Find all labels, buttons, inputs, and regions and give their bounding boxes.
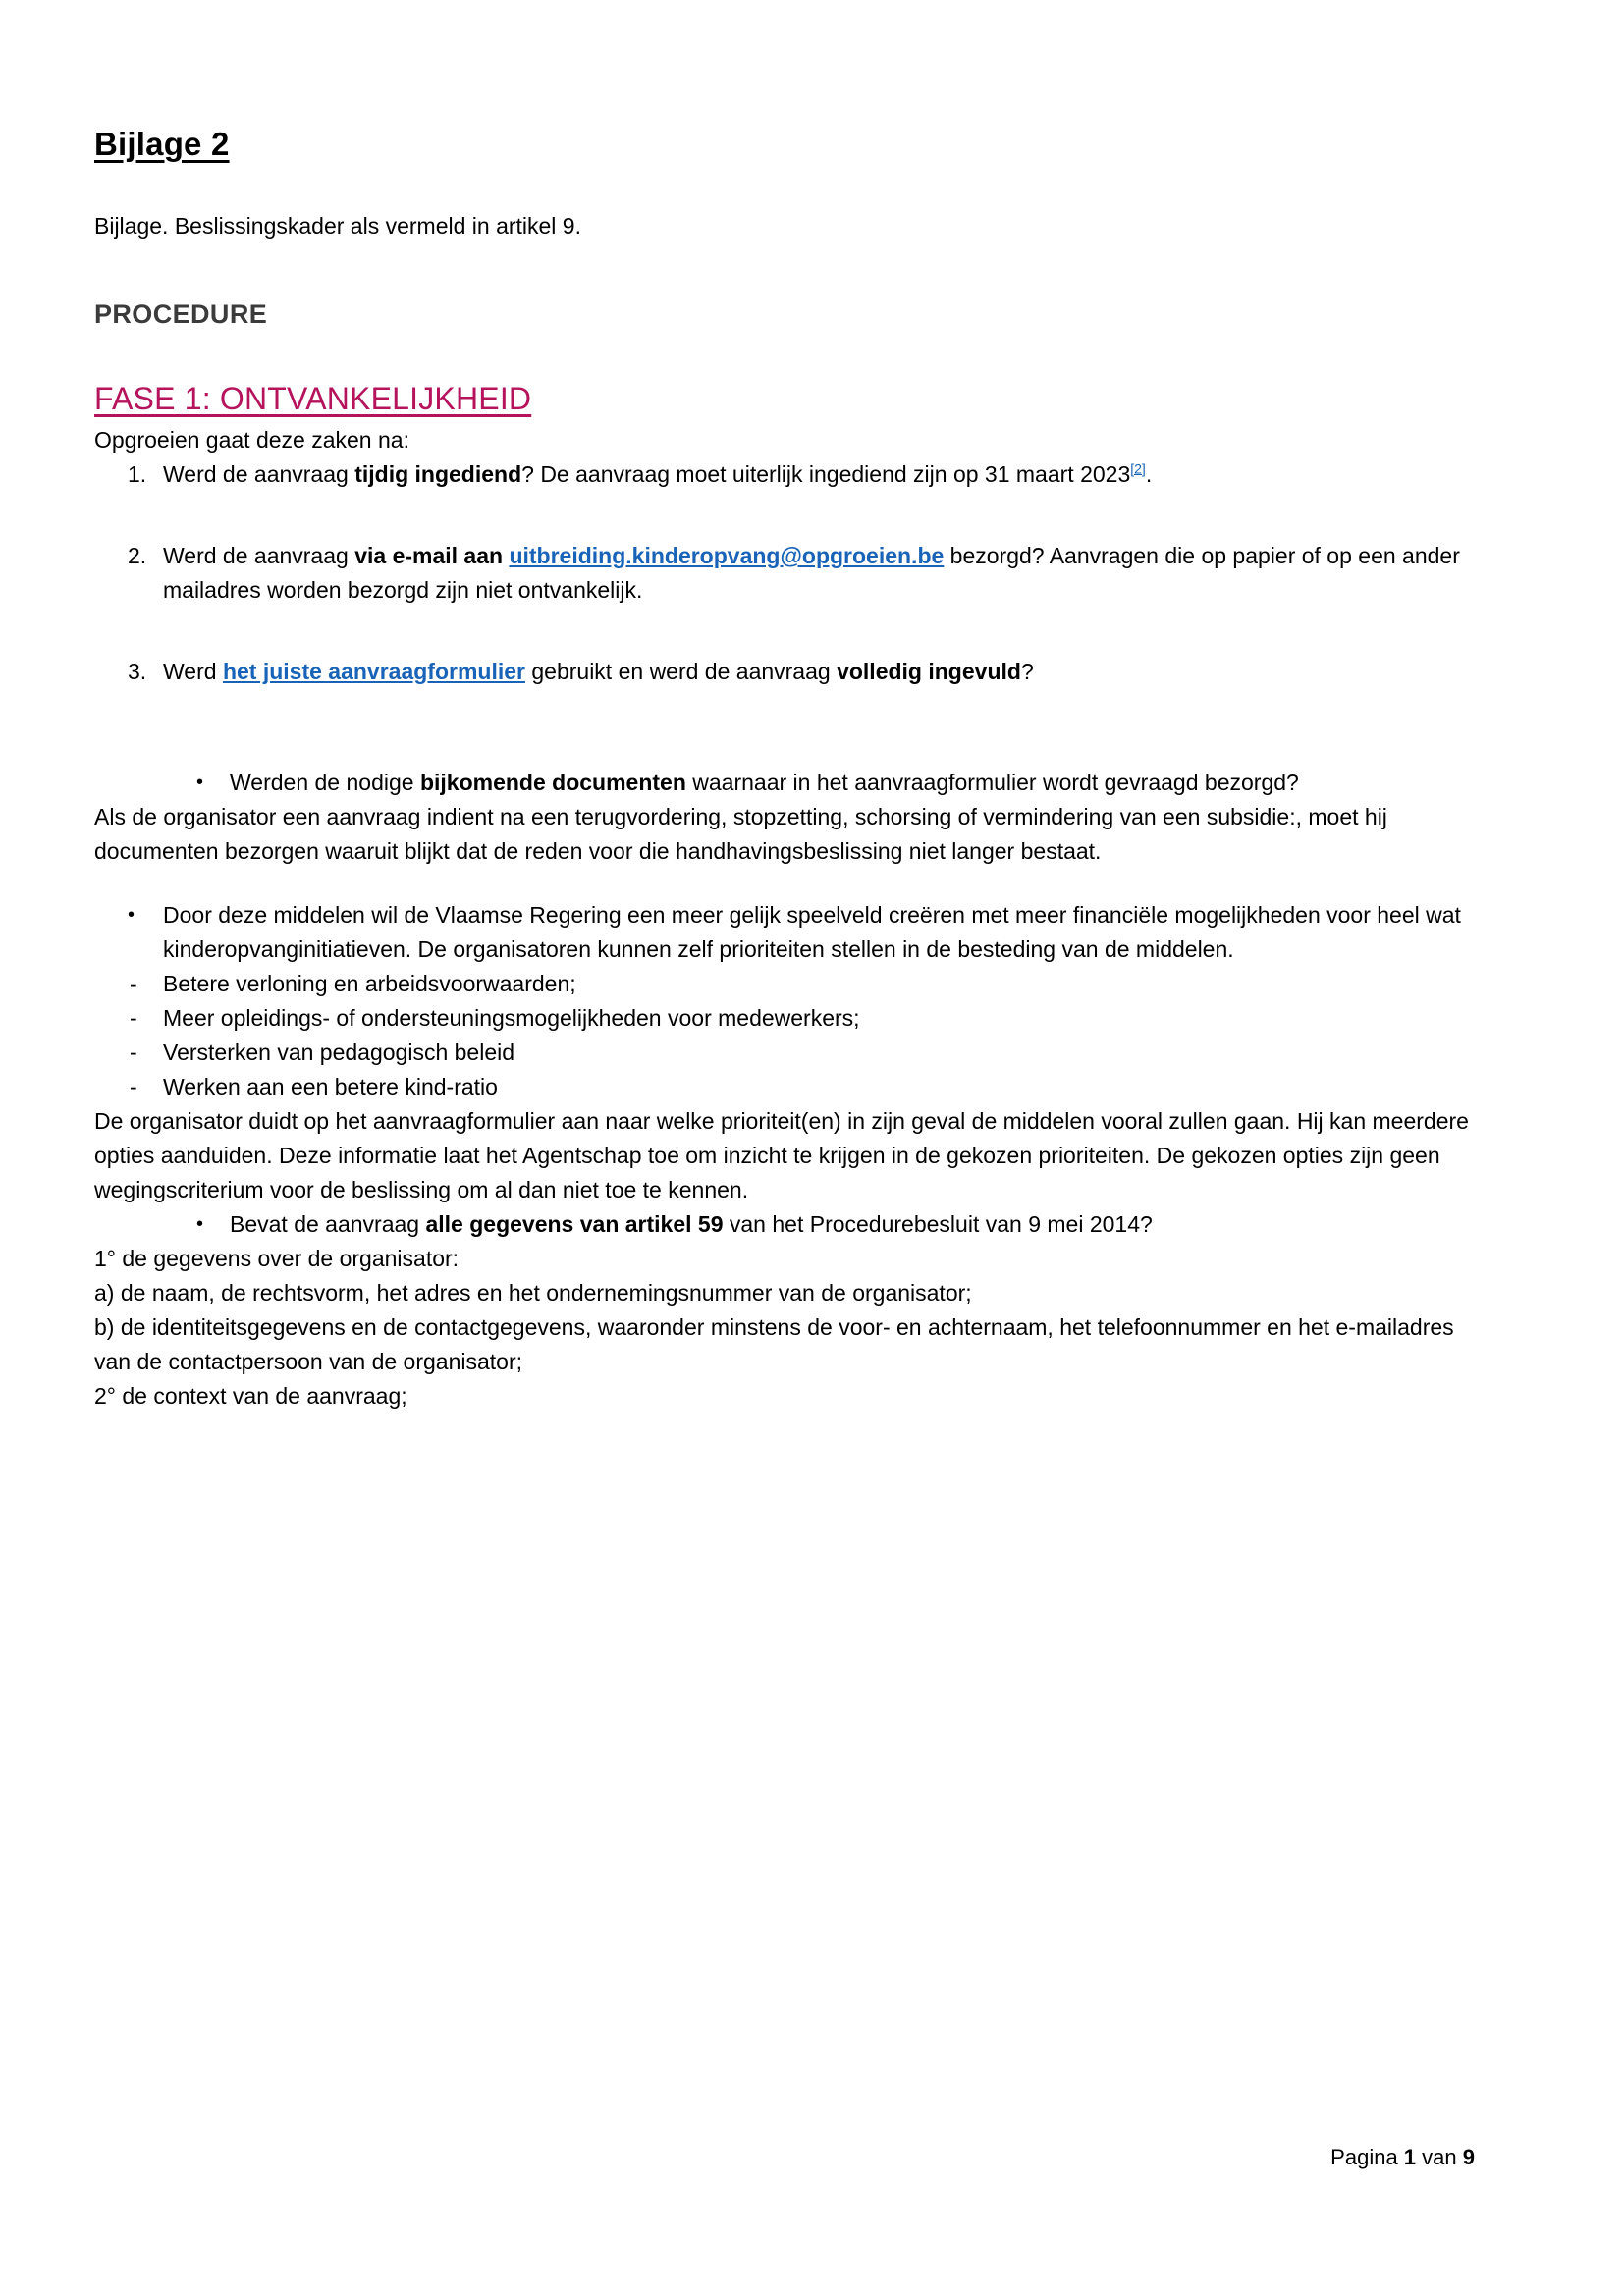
- handhaving-paragraph: Als de organisator een aanvraag indient na een terugvordering, stopzetting, schorsing of vermindering van een subsidie:, moet hij documenten bezorgen waaruit blijkt dat de reden voor die handhavingsbeslissing niet langer bestaat.: [94, 804, 1387, 864]
- page-title: Bijlage 2: [94, 126, 230, 162]
- dash-marker-icon: -: [130, 1040, 137, 1065]
- artikel59-bullet-post: van het Procedurebesluit van 9 mei 2014?: [723, 1211, 1153, 1237]
- prioriteit-label: Meer opleidings- of ondersteuningsmogelijkheden voor medewerkers;: [163, 1005, 860, 1031]
- dash-marker-icon: -: [130, 971, 137, 996]
- page-footer: [1330, 2145, 1475, 2170]
- check-3-text-mid: gebruikt en werd de aanvraag: [524, 659, 838, 684]
- document-body: [94, 126, 1469, 1414]
- documents-bullet-emphasis: bijkomende documenten: [419, 770, 686, 795]
- artikel59-item-b: b) de identiteitsgegevens en de contactgegevens, waaronder minstens de voor- en achternaam, het telefoonnummer en het e-mailadres van de contactpersoon van de organisator;: [94, 1314, 1454, 1374]
- list-item-artikel59: [94, 1207, 1469, 1242]
- artikel59-bullet-list: [94, 1207, 1469, 1242]
- check-2-text-post: bezorgd? Aanvragen die op papier of op een ander mailadres worden bezorgd zijn niet ontvankelijk.: [163, 543, 1460, 603]
- bijkomende-documenten-bullet-list: [94, 766, 1469, 800]
- footer-middle: van: [1416, 2145, 1463, 2169]
- check-2-emphasis: via e-mail aan: [354, 543, 510, 568]
- phase-lead-text: Opgroeien gaat deze zaken na:: [94, 427, 409, 453]
- check-1-text-tail: .: [1145, 461, 1153, 487]
- list-marker: 1.: [128, 461, 147, 487]
- list-item-check-2: [94, 539, 1469, 608]
- dash-marker-icon: -: [130, 1074, 137, 1099]
- artikel59-item-a: a) de naam, de rechtsvorm, het adres en het ondernemingsnummer van de organisator;: [94, 1280, 972, 1306]
- check-3-text-pre: Werd: [163, 659, 223, 684]
- list-item-prioriteit: [94, 1070, 1469, 1104]
- prioriteit-label: Betere verloning en arbeidsvoorwaarden;: [163, 971, 576, 996]
- bullet-dot-icon: •: [196, 1213, 204, 1235]
- ontvankelijkheid-check-list: [94, 457, 1469, 689]
- check-3-emphasis: volledig ingevuld: [837, 659, 1021, 684]
- prioriteiten-paragraph: De organisator duidt op het aanvraagformulier aan naar welke prioriteit(en) in zijn geval de middelen vooral zullen gaan. Hij kan meerdere opties aanduiden. Deze informatie laat het Agentschap toe om inzicht te krijgen in de gekozen prioriteiten. De gekozen opties zijn geen wegingscriterium voor de beslissing om al dan niet toe te kennen.: [94, 1108, 1469, 1202]
- list-item-prioriteit: [94, 967, 1469, 1001]
- footer-page-number: 1: [1403, 2145, 1417, 2169]
- list-item-middelen: [94, 898, 1469, 967]
- middelen-bullet-list: [94, 898, 1469, 967]
- artikel59-item-1: 1° de gegevens over de organisator:: [94, 1246, 460, 1271]
- spacer: [94, 736, 1469, 766]
- spacer: [94, 869, 1469, 898]
- footnote-reference-2[interactable]: [1130, 460, 1146, 476]
- dash-marker-icon: -: [130, 1005, 137, 1031]
- list-item-prioriteit: [94, 1001, 1469, 1036]
- prioriteit-label: Werken aan een betere kind-ratio: [163, 1074, 498, 1099]
- artikel59-bullet-emphasis: alle gegevens van artikel 59: [425, 1211, 724, 1237]
- list-marker: 3.: [128, 659, 147, 684]
- phase-heading-fase-1: FASE 1: ONTVANKELIJKHEID: [94, 381, 532, 416]
- aanvraagformulier-link[interactable]: het juiste aanvraagformulier: [222, 659, 525, 684]
- list-marker: 2.: [128, 543, 147, 568]
- middelen-bullet-text: Door deze middelen wil de Vlaamse Regering een meer gelijk speelveld creëren met meer financiële mogelijkheden voor heel wat kinderopvanginitiatieven. De organisatoren kunnen zelf prioriteiten stellen in de besteding van de middelen.: [163, 902, 1461, 962]
- prioriteit-label: Versterken van pedagogisch beleid: [163, 1040, 515, 1065]
- prioriteiten-dash-list: [94, 967, 1469, 1104]
- documents-bullet-pre: Werden de nodige: [230, 770, 420, 795]
- footnote-link-2[interactable]: [2]: [1130, 460, 1146, 477]
- footer-prefix: Pagina: [1330, 2145, 1404, 2169]
- check-2-text-pre: Werd de aanvraag: [163, 543, 355, 568]
- list-item-bijkomende-documenten: [94, 766, 1469, 800]
- artikel59-bullet-pre: Bevat de aanvraag: [230, 1211, 426, 1237]
- check-1-text-pre: Werd de aanvraag: [163, 461, 355, 487]
- bullet-dot-icon: •: [128, 904, 135, 926]
- bullet-dot-icon: •: [196, 772, 204, 793]
- artikel59-item-2: 2° de context van de aanvraag;: [94, 1383, 407, 1409]
- check-1-text-post: ? De aanvraag moet uiterlijk ingediend zijn op 31 maart 2023: [521, 461, 1131, 487]
- check-3-text-post: ?: [1020, 659, 1034, 684]
- list-item-check-1: [94, 457, 1469, 492]
- document-subtitle: Bijlage. Beslissingskader als vermeld in artikel 9.: [94, 213, 581, 239]
- footer-total-pages: 9: [1462, 2145, 1475, 2169]
- list-item-prioriteit: [94, 1036, 1469, 1070]
- email-link-uitbreiding-kinderopvang[interactable]: uitbreiding.kinderopvang@opgroeien.be: [509, 543, 945, 568]
- section-heading-procedure: PROCEDURE: [94, 299, 268, 329]
- check-1-emphasis: tijdig ingediend: [354, 461, 522, 487]
- list-item-check-3: [94, 655, 1469, 689]
- documents-bullet-post: waarnaar in het aanvraagformulier wordt gevraagd bezorgd?: [685, 770, 1299, 795]
